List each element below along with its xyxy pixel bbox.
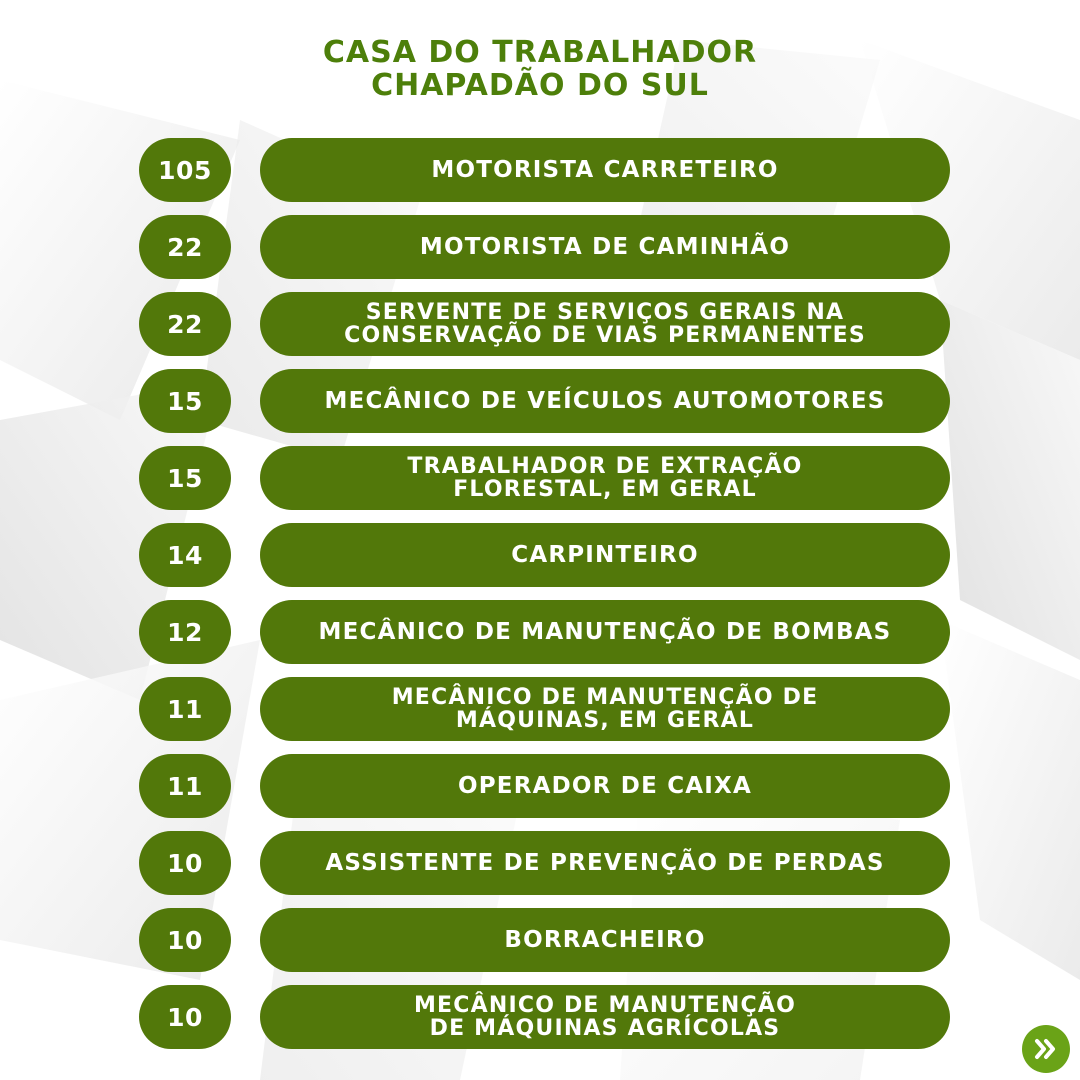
job-title-pill: MECÂNICO DE MANUTENÇÃO DE MÁQUINAS AGRÍCOLAS: [260, 985, 950, 1049]
vacancy-count-badge: 22: [139, 215, 231, 279]
title-line-1: CASA DO TRABALHADOR: [322, 35, 758, 70]
vacancy-count-badge: 10: [139, 908, 231, 972]
vacancy-count-badge: 11: [139, 754, 231, 818]
double-chevron-right-icon: [1031, 1034, 1061, 1064]
list-item: [0, 138, 1080, 202]
vacancy-count-badge: 10: [139, 831, 231, 895]
vacancy-count-badge: 105: [139, 138, 231, 202]
vacancy-count-badge: 14: [139, 523, 231, 587]
list-item: [0, 523, 1080, 587]
job-title-pill: MECÂNICO DE MANUTENÇÃO DE BOMBAS: [260, 600, 950, 664]
list-item: [0, 600, 1080, 664]
list-item: [0, 754, 1080, 818]
title-line-2: CHAPADÃO DO SUL: [371, 68, 709, 103]
job-title-pill: CARPINTEIRO: [260, 523, 950, 587]
list-item: [0, 985, 1080, 1049]
job-title-pill: MOTORISTA CARRETEIRO: [260, 138, 950, 202]
vacancy-count-badge: 10: [139, 985, 231, 1049]
list-item: [0, 292, 1080, 356]
job-title-pill: SERVENTE DE SERVIÇOS GERAIS NA CONSERVAÇÃO DE VIAS PERMANENTES: [260, 292, 950, 356]
job-title-pill: OPERADOR DE CAIXA: [260, 754, 950, 818]
job-title-pill: BORRACHEIRO: [260, 908, 950, 972]
list-item: [0, 677, 1080, 741]
vacancy-count-badge: 11: [139, 677, 231, 741]
job-title-pill: MECÂNICO DE VEÍCULOS AUTOMOTORES: [260, 369, 950, 433]
vacancy-count-badge: 12: [139, 600, 231, 664]
job-title-pill: MOTORISTA DE CAMINHÃO: [260, 215, 950, 279]
job-title-pill: ASSISTENTE DE PREVENÇÃO DE PERDAS: [260, 831, 950, 895]
job-title-pill: MECÂNICO DE MANUTENÇÃO DE MÁQUINAS, EM GERAL: [260, 677, 950, 741]
vacancy-count-badge: 15: [139, 446, 231, 510]
vacancy-count-badge: 15: [139, 369, 231, 433]
job-title-pill: TRABALHADOR DE EXTRAÇÃO FLORESTAL, EM GERAL: [260, 446, 950, 510]
list-item: [0, 215, 1080, 279]
list-item: [0, 908, 1080, 972]
next-button[interactable]: [1022, 1025, 1070, 1073]
vacancy-count-badge: 22: [139, 292, 231, 356]
list-item: [0, 446, 1080, 510]
list-item: [0, 831, 1080, 895]
list-item: [0, 369, 1080, 433]
